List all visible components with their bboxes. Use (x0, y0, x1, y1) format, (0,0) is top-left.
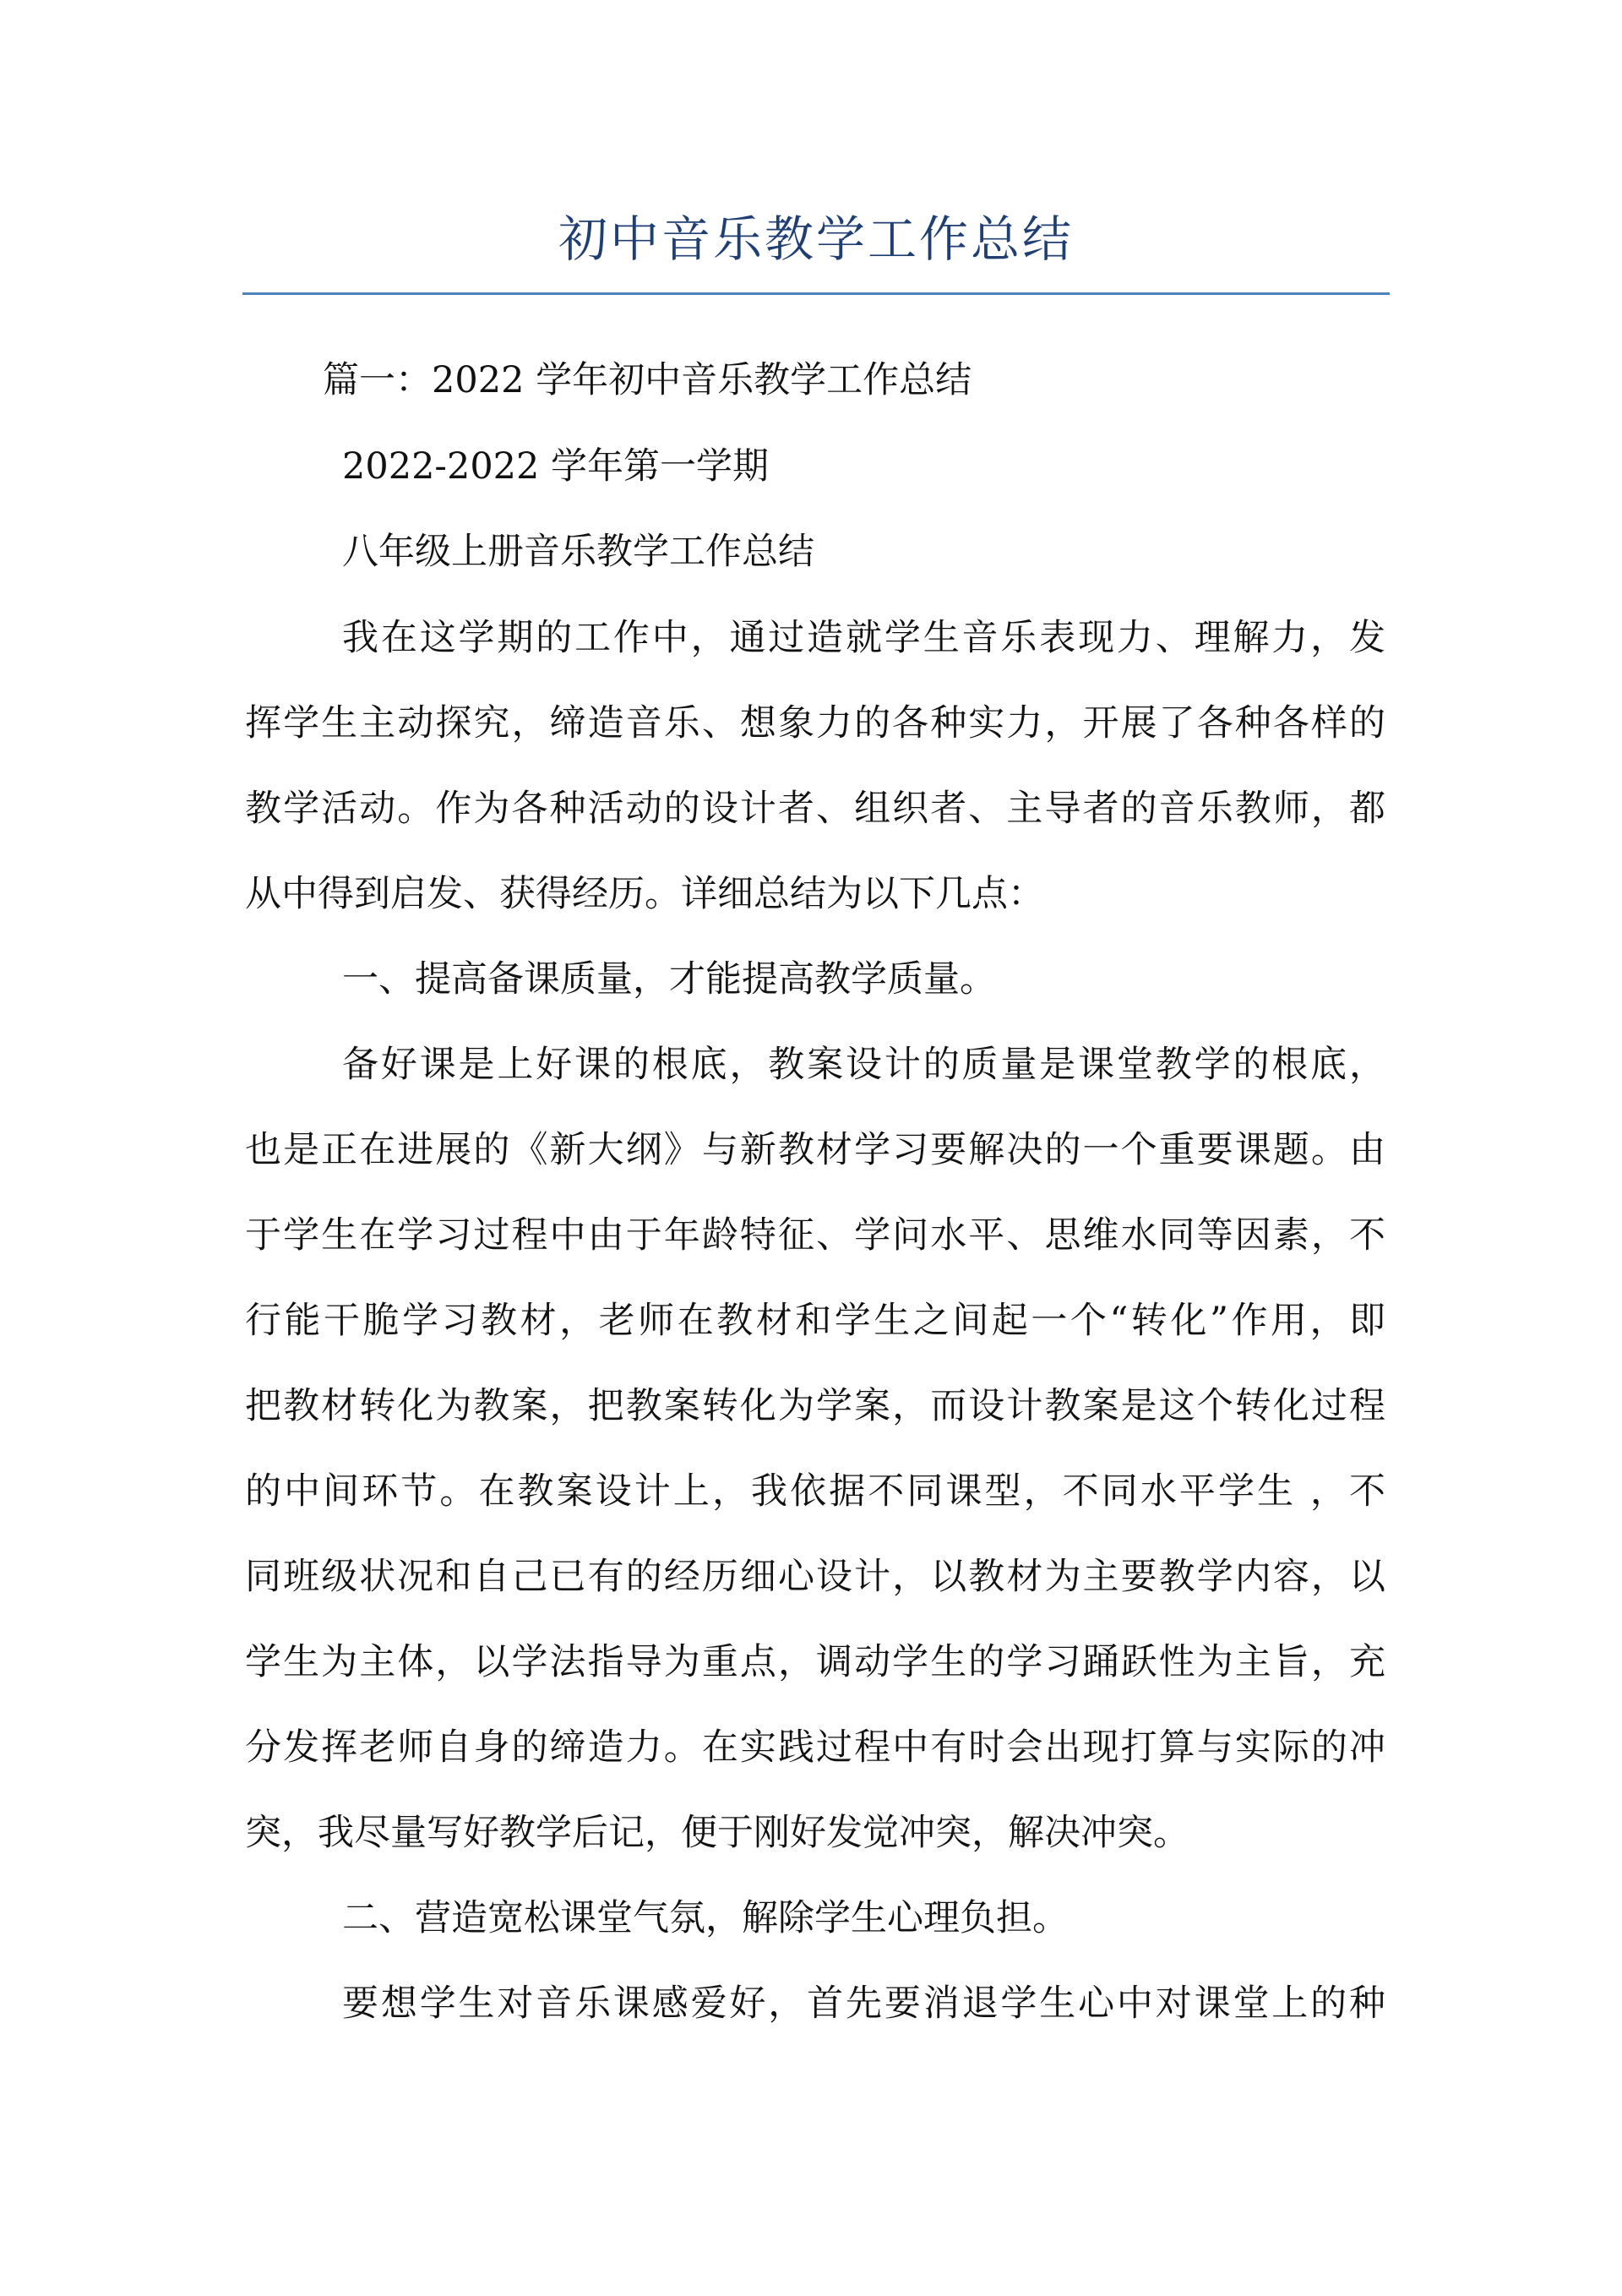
point-heading: 一、提高备课质量，才能提高教学质量。 (342, 958, 996, 1001)
paragraph-line: 教学活动。作为各种活动的设计者、组织者、主导者的音乐教师，都 (245, 788, 1385, 830)
paragraph-line: 同班级状况和自己已有的经历细心设计，以教材为主要教学内容，以 (245, 1556, 1385, 1598)
subtitle-line: 八年级上册音乐教学工作总结 (342, 531, 814, 573)
paragraph-line: 分发挥老师自身的缔造力。在实践过程中有时会出现打算与实际的冲 (245, 1726, 1385, 1769)
document-title: 初中音乐教学工作总结 (558, 210, 1074, 268)
paragraph-line: 的中间环节。在教案设计上，我依据不同课型，不同水平学生 ，不 (245, 1470, 1385, 1513)
paragraph-line: 于学生在学习过程中由于年龄特征、学问水平、思维水同等因素，不 (245, 1214, 1385, 1257)
paragraph-line: 行能干脆学习教材，老师在教材和学生之间起一个“转化”作用，即 (245, 1300, 1385, 1342)
paragraph-line: 挥学生主动探究，缔造音乐、想象力的各种实力，开展了各种各样的 (245, 702, 1385, 744)
paragraph-line: 要想学生对音乐课感爱好，首先要消退学生心中对课堂上的种 (342, 1982, 1385, 2025)
paragraph-line: 我在这学期的工作中，通过造就学生音乐表现力、理解力，发 (342, 617, 1385, 659)
paragraph-line: 学生为主体，以学法指导为重点，调动学生的学习踊跃性为主旨，充 (245, 1641, 1385, 1683)
paragraph-line: 把教材转化为教案，把教案转化为学案，而设计教案是这个转化过程 (245, 1385, 1385, 1427)
paragraph-line: 也是正在进展的《新大纲》与新教材学习要解决的一个重要课题。由 (245, 1129, 1385, 1171)
title-underline (242, 292, 1390, 295)
paragraph-line: 备好课是上好课的根底，教案设计的质量是课堂教学的根底， (342, 1044, 1385, 1086)
paragraph-line: 从中得到启发、获得经历。详细总结为以下几点： (245, 873, 1044, 915)
paragraph-line: 突，我尽量写好教学后记，便于刚好发觉冲突，解决冲突。 (245, 1812, 1189, 1854)
point-heading: 二、营造宽松课堂气氛，解除学生心理负担。 (342, 1897, 1069, 1939)
section-heading: 篇一：2022 学年初中音乐教学工作总结 (323, 359, 972, 401)
semester-line: 2022-2022 学年第一学期 (342, 445, 770, 488)
